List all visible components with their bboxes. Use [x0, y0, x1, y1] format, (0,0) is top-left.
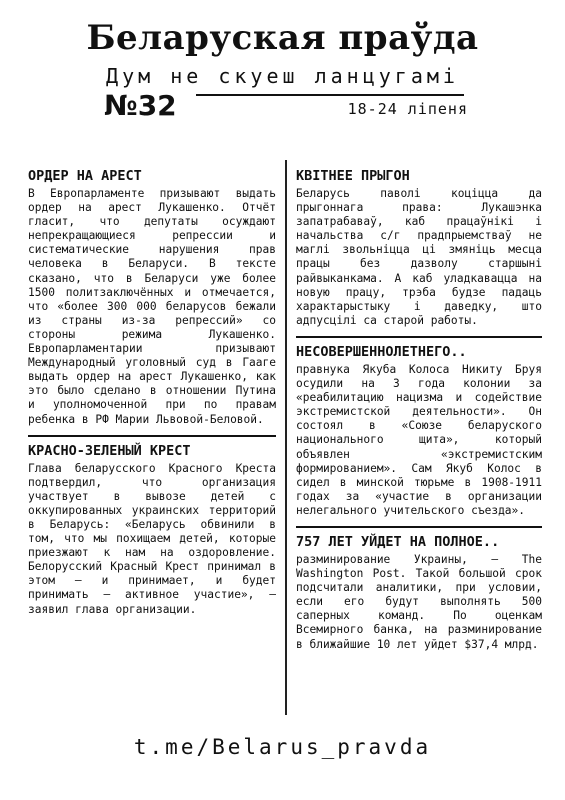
article-red-cross: [28, 443, 276, 617]
telegram-channel-link[interactable]: t.me/Belarus_pravda: [133, 735, 432, 759]
article-body: Беларусь паволі коціцца да прыгоннага права: Лукашэнка запатрабаваў, каб працаўнікі і начальства с/г прадпрыемстваў не маглі звольніцца ці змяніць месца працы без дазволу старшыні райвыканкама. А каб уладкавацца на новую працу, трэба будзе падаць характарыстыку і даведку, што адпусцілі са старой работы.: [296, 187, 542, 327]
article-separator: [296, 526, 542, 528]
issue-number: №32: [104, 89, 177, 122]
article-separator: [28, 435, 276, 437]
article-body: разминирование Украины, — The Washington Post. Такой большой срок подсчитали аналитики, при условии, если его будут выполнять 500 саперных команд. По оценкам Всемирного банка, на разминирование в ближайшие 10 лет уйдет $37,4 млрд.: [296, 552, 542, 651]
masthead-rule: [196, 94, 464, 96]
article-headline: КВІТНЕЕ ПРЫГОН: [296, 168, 410, 184]
article-body: правнука Якуба Колоса Никиту Бруя осудили на 3 года колонии за «реабилитацию нацизма и содействие экстремистской деятельности». Он состоял в «Союзе беларуского национального щита», который объявлен «экстремистским формированием». Сам Якуб Колос в сидел в минской тюрьме в 1908-1911 годах за «участие в организации нелегального учительского съезда».: [296, 362, 542, 517]
article-body: Глава беларусского Красного Креста подтвердил, что организация участвует в вывозе детей с оккупированных украинских территорий в Беларусь: «Беларусь обвинили в том, что мы похищаем детей, которые приезжают к нам на оздоровление. Белорусский Красный Крест принимал в этом – и принимает, и будет принимать – активное участие», – заявил глава организации.: [28, 461, 276, 616]
issue-dates: 18-24 ліпеня: [347, 100, 468, 118]
article-separator: [296, 336, 542, 338]
newspaper-slogan: Дум не скуеш ланцугамі: [106, 64, 459, 88]
left-column: [28, 168, 276, 625]
article-body: В Европарламенте призывают выдать ордер на арест Лукашенко. Отчёт гласит, что депутаты осуждают непрекращающиеся репрессии и систематические нарушения прав человека в Беларуси. В тексте сказано, что в Беларуси уже более 1500 политзаключённых и отмечается, что «более 300 000 беларусов бежали из страны из-за репрессий» со стороны режима Лукашенко. Европарламентарии призывают Международный уголовный суд в Гааге выдать ордер на арест Лукашенко, как это было сделано в отношении Путина и уполномоченной при по правам ребенка в РФ Марии Львовой-Беловой.: [28, 187, 276, 426]
article-demining: [296, 534, 542, 652]
article-serfdom: [296, 168, 542, 328]
article-minor-convicted: [296, 344, 542, 518]
article-headline: 757 ЛЕТ УЙДЕТ НА ПОЛНОЕ..: [296, 533, 500, 550]
article-headline: НЕСОВЕРШЕННОЛЕТНЕГО..: [296, 343, 467, 360]
column-divider: [285, 160, 287, 715]
article-arrest-warrant: [28, 168, 276, 427]
article-headline: ОРДЕР НА АРЕСТ: [28, 168, 142, 184]
right-column: [296, 168, 542, 660]
article-headline: КРАСНО-ЗЕЛЕНЫЙ КРЕСТ: [28, 442, 191, 459]
newspaper-title: Беларуская праўда: [86, 18, 479, 58]
